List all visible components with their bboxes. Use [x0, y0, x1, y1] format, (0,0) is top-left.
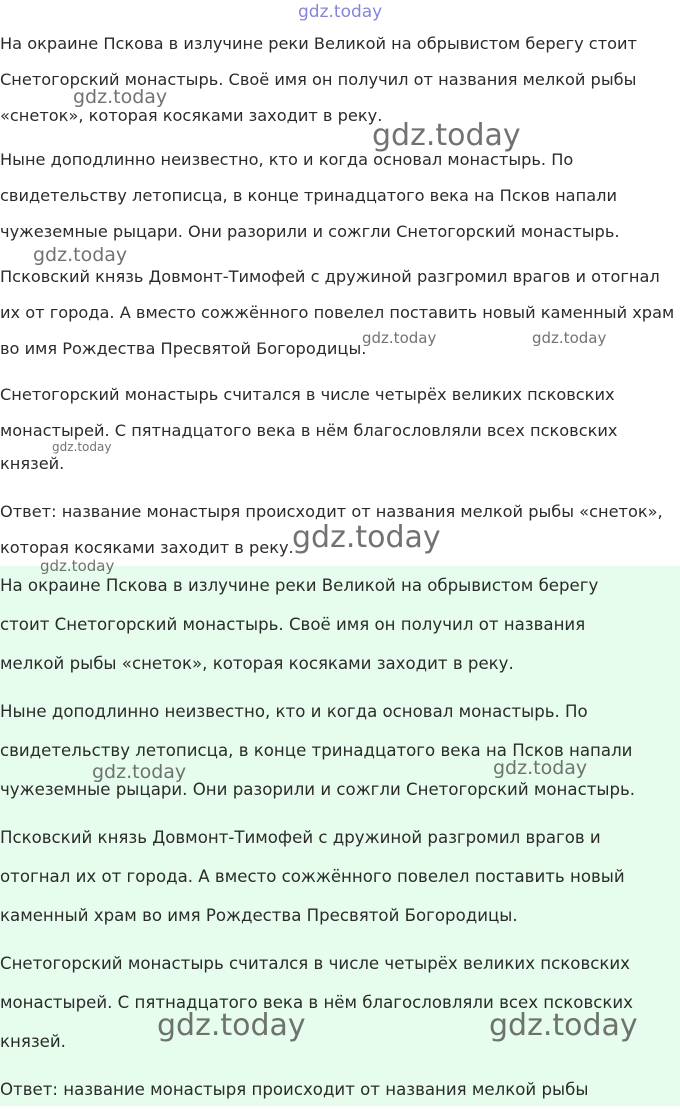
bottom-paragraph-2	[0, 692, 676, 809]
text-line: отогнал их от города. А вместо сожжённого повелел поставить новый	[0, 867, 625, 886]
text-line: Ответ: название монастыря происходит от названия мелкой рыбы	[0, 1080, 589, 1099]
header-watermark: gdz.today	[298, 2, 383, 22]
text-line: которая косяками заходит в реку.	[0, 538, 294, 557]
text-line: «снеток», которая косяками заходит в реку.	[0, 106, 383, 125]
watermark: gdz.today	[362, 329, 437, 347]
text-line: мелкой рыбы «снеток», которая косяками заходит в реку.	[0, 654, 514, 673]
watermark: gdz.today	[52, 440, 112, 454]
watermark: gdz.today	[33, 244, 128, 266]
text-line: свидетельству летописца, в конце тринадцатого века на Псков напали	[0, 186, 617, 205]
text-line: стоит Снетогорский монастырь. Своё имя он получил от названия	[0, 615, 586, 634]
text-line: Снетогорский монастырь считался в числе четырёх великих псковских	[0, 954, 630, 973]
text-line: монастырей. С пятнадцатого века в нём благословляли всех псковских	[0, 993, 633, 1012]
bottom-answer-paragraph	[0, 1070, 676, 1109]
text-line: Снетогорский монастырь считался в числе четырёх великих псковских	[0, 385, 615, 404]
text-line: Снетогорский монастырь. Своё имя он получил от названия мелкой рыбы	[0, 70, 637, 89]
watermark: gdz.today	[73, 86, 168, 108]
bottom-paragraph-3	[0, 818, 676, 935]
text-line: чужеземные рыцари. Они разорили и сожгли Снетогорский монастырь.	[0, 780, 636, 799]
text-line: монастырей. С пятнадцатого века в нём благословляли всех псковских	[0, 421, 618, 440]
text-line: Ответ: название монастыря происходит от названия мелкой рыбы «снеток»,	[0, 502, 663, 521]
watermark: gdz.today	[489, 1008, 638, 1043]
text-line: каменный храм во имя Рождества Пресвятой Богородицы.	[0, 906, 518, 925]
watermark: gdz.today	[40, 557, 115, 575]
text-line: На окраине Пскова в излучине реки Великой на обрывистом берегу	[0, 576, 599, 595]
text-line: князей.	[0, 454, 65, 473]
text-line: свидетельству летописца, в конце тринадцатого века на Псков напали	[0, 741, 633, 760]
watermark: gdz.today	[92, 761, 187, 783]
text-line: князей.	[0, 1032, 66, 1051]
text-line: во имя Рождества Пресвятой Богородицы.	[0, 339, 367, 358]
bottom-paragraph-4	[0, 944, 676, 1061]
text-line: Псковский князь Довмонт-Тимофей с дружиной разгромил врагов и	[0, 828, 601, 847]
watermark: gdz.today	[493, 757, 588, 779]
text-line: их от города. А вместо сожжённого повелел поставить новый каменный храм	[0, 303, 675, 322]
top-paragraph-1	[0, 26, 676, 134]
top-paragraph-2	[0, 142, 676, 250]
top-paragraph-3	[0, 259, 676, 367]
bottom-paragraph-1	[0, 566, 676, 683]
text-line: Ныне доподлинно неизвестно, кто и когда основал монастырь. По	[0, 702, 588, 721]
text-line: чужеземные рыцари. Они разорили и сожгли Снетогорский монастырь.	[0, 222, 620, 241]
top-paragraph-4	[0, 377, 676, 479]
text-line: Ныне доподлинно неизвестно, кто и когда основал монастырь. По	[0, 150, 574, 169]
watermark: gdz.today	[372, 118, 521, 153]
watermark: gdz.today	[292, 520, 441, 555]
text-line: Псковский князь Довмонт-Тимофей с дружиной разгромил врагов и отогнал	[0, 267, 660, 286]
text-line: На окраине Пскова в излучине реки Великой на обрывистом берегу стоит	[0, 34, 637, 53]
watermark: gdz.today	[532, 329, 607, 347]
watermark: gdz.today	[157, 1008, 306, 1043]
